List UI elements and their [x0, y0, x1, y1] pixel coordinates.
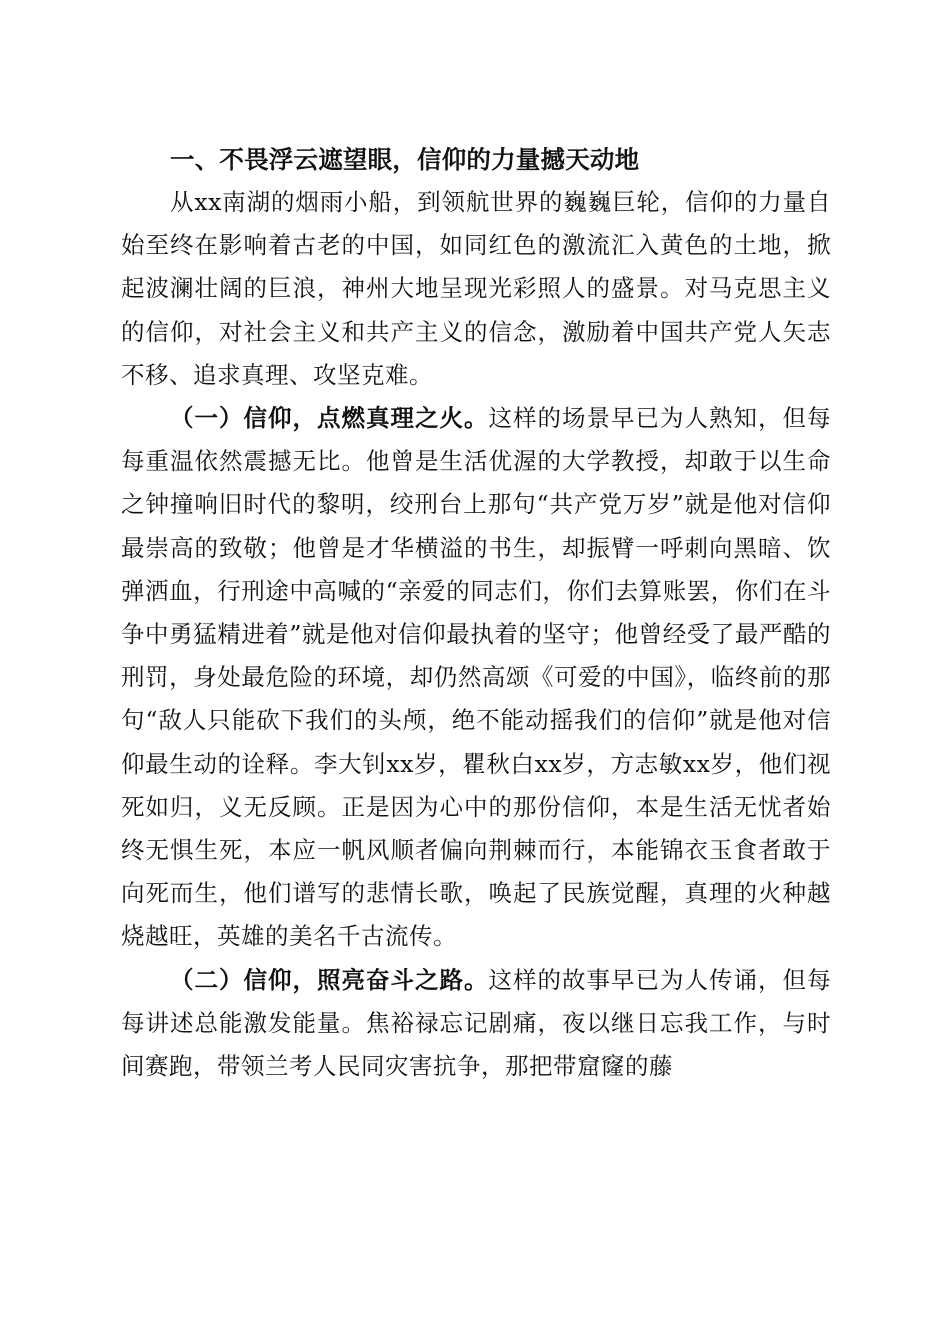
subsection-1-text: 这样的场景早已为人熟知，但每每重温依然震撼无比。他曾是生活优渥的大学教授，却敢于以生命之钟撞响旧时代的黎明，绞刑台上那句“共产党万岁”就是他对信仰最崇高的致敬；他曾是才华横溢的书生，却振臂一呼刺向黑暗、饮弹洒血，行刑途中高喊的“亲爱的同志们，你们去算账罢，你们在斗争中勇猛精进着”就是他对信仰最执着的坚守；他曾经受了最严酷的刑罚，身处最危险的环境，却仍然高颂《可爱的中国》，临终前的那句“敌人只能砍下我们的头颅，绝不能动摇我们的信仰”就是他对信仰最生动的诠释。李大钊xx岁，瞿秋白xx岁，方志敏xx岁，他们视死如归，义无反顾。正是因为心中的那份信仰，本是生活无忧者始终无惧生死，本应一帆风顺者偏向荆棘而行，本能锦衣玉食者敢于向死而生，他们谱写的悲情长歌，唤起了民族觉醒，真理的火种越烧越旺，英雄的美名千古流传。 [121, 404, 831, 951]
paragraph-subsection-2 [121, 959, 831, 1089]
document-body [121, 140, 831, 1088]
subsection-1-title: （一）信仰，点燃真理之火。 [170, 404, 489, 433]
paragraph-intro-text: 从xx南湖的烟雨小船，到领航世界的巍巍巨轮，信仰的力量自始至终在影响着古老的中国，如同红色的激流汇入黄色的土地，掀起波澜壮阔的巨浪，神州大地呈现光彩照人的盛景。对马克思主义的信仰，对社会主义和共产主义的信念，激励着中国共产党人矢志不移、追求真理、攻坚克难。 [121, 188, 831, 389]
paragraph-intro [121, 181, 831, 397]
paragraph-subsection-1 [121, 397, 831, 959]
subsection-2-title: （二）信仰，照亮奋斗之路。 [170, 965, 489, 994]
section-heading: 一、不畏浮云遮望眼，信仰的力量撼天动地 [170, 145, 640, 174]
subsection-2-text: 这样的故事早已为人传诵，但每每讲述总能激发能量。焦裕禄忘记剧痛，夜以继日忘我工作，与时间赛跑，带领兰考人民同灾害抗争，那把带窟窿的藤 [121, 965, 831, 1081]
